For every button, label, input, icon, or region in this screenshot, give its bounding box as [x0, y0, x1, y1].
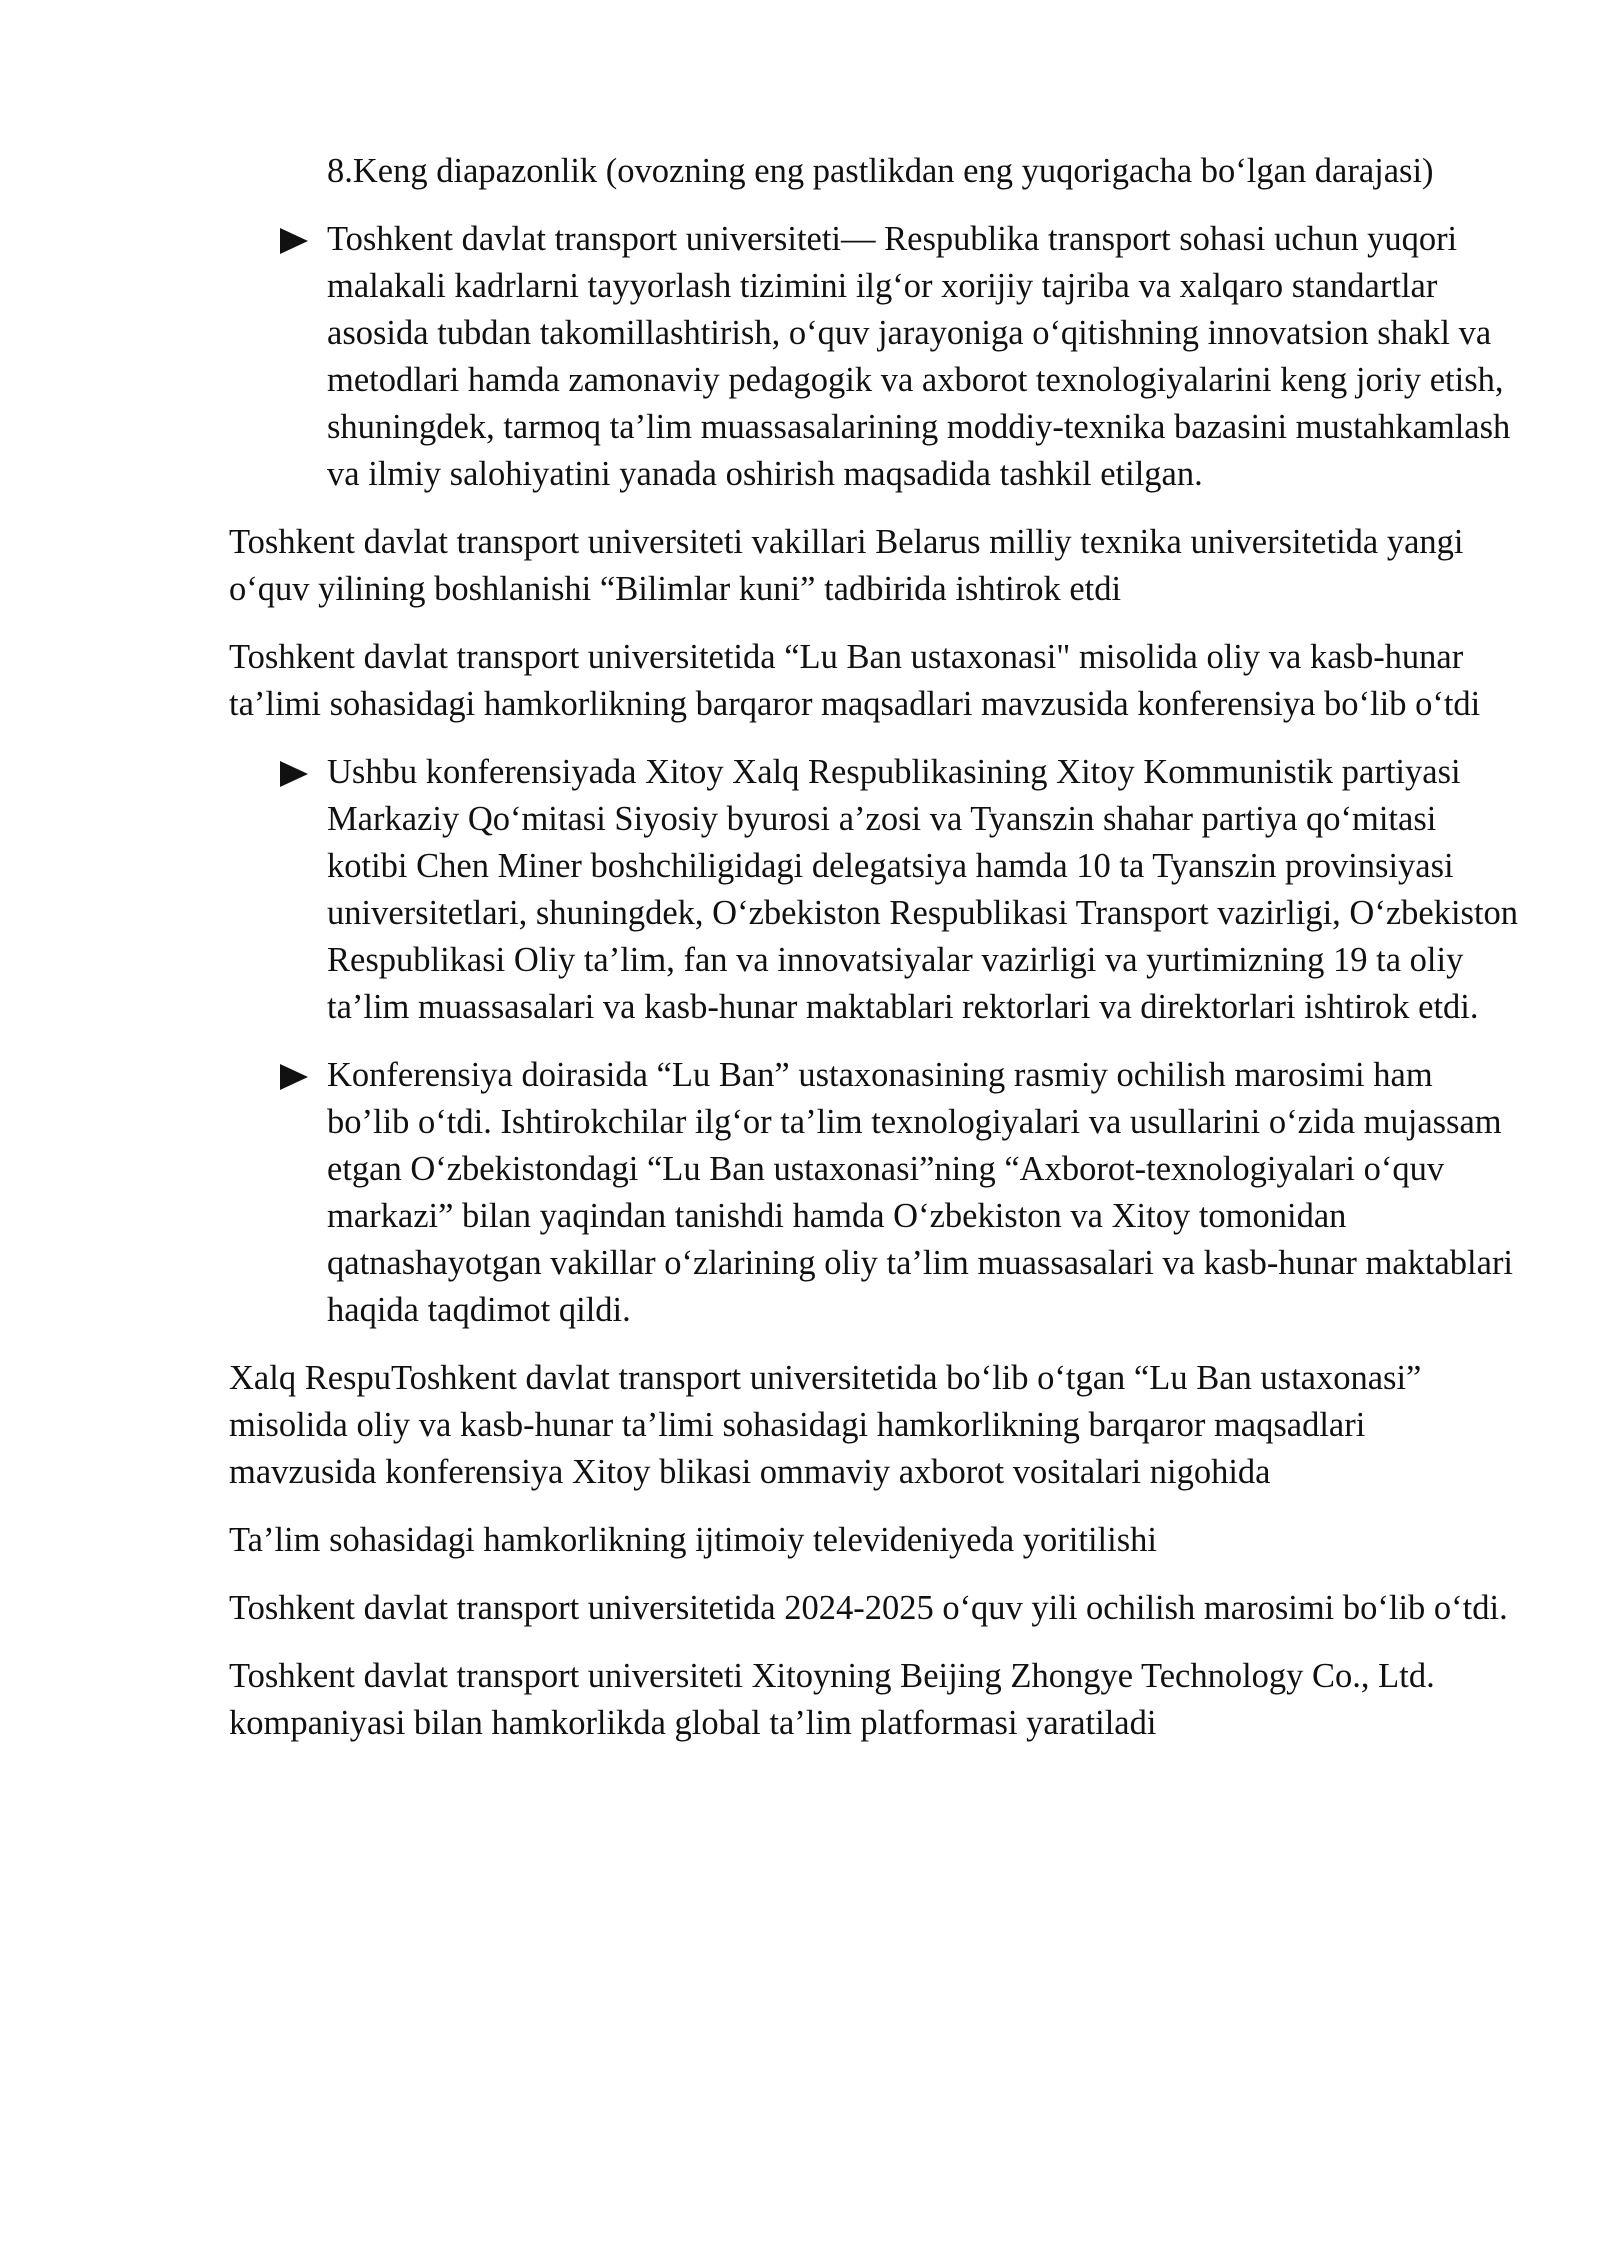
paragraph-text: 8.Keng diapazonlik (ovozning eng pastlikdan eng yuqorigacha bo‘lgan darajasi) — [327, 152, 1434, 190]
range-definition-paragraph — [229, 148, 1519, 195]
document-body — [229, 148, 1519, 1768]
paragraph-academic-year-opening — [229, 1585, 1519, 1632]
bullet-item-conference-participants — [229, 749, 1519, 1031]
triangle-bullet-icon — [280, 761, 308, 787]
triangle-bullet-icon — [280, 228, 308, 254]
paragraph-china-media — [229, 1355, 1519, 1496]
paragraph-text: Toshkent davlat transport universitetida 2024-2025 o‘quv yili ochilish marosimi bo‘lib o‘tdi. — [229, 1589, 1508, 1627]
paragraph-lu-ban-conference — [229, 634, 1519, 728]
paragraph-text: Toshkent davlat transport universitetida “Lu Ban ustaxonasi" misolida oliy va kasb-hunar ta’limi sohasidagi hamkorlikning barqaror maqsadlari mavzusida konferensiya bo‘lib o‘tdi — [229, 638, 1481, 723]
bullet-item-university-purpose — [229, 216, 1519, 498]
bullet-item-lu-ban-opening — [229, 1052, 1519, 1334]
bullet-text: Ushbu konferensiyada Xitoy Xalq Respublikasining Xitoy Kommunistik partiyasi Markaziy Qo‘mitasi Siyosiy byurosi a’zosi va Tyanszin shahar partiya qo‘mitasi kotibi Chen Miner boshchiligidagi delegatsiya hamda 10 ta Tyanszin provinsiyasi universitetlari, shuningdek, O‘zbekiston Respublikasi Transport vazirligi, O‘zbekiston Respublikasi Oliy ta’lim, fan va innovatsiyalar vazirligi va yurtimizning 19 ta oliy ta’lim muassasalari va kasb-hunar maktablari rektorlari va direktorlari ishtirok etdi. — [327, 753, 1519, 1026]
paragraph-belarus-event — [229, 519, 1519, 613]
triangle-bullet-icon — [280, 1064, 308, 1090]
bullet-text: Konferensiya doirasida “Lu Ban” ustaxonasining rasmiy ochilish marosimi ham bo’lib o‘tdi. Ishtirokchilar ilg‘or ta’lim texnologiyalari va usullarini o‘zida mujassam etgan O‘zbekistondagi “Lu Ban ustaxonasi”ning “Axborot-texnologiyalari o‘quv markazi” bilan yaqindan tanishdi hamda O‘zbekiston va Xitoy tomonidan qatnashayotgan vakillar o‘zlarining oliy ta’lim muassasalari va kasb-hunar maktablari haqida taqdimot qildi. — [327, 1056, 1514, 1329]
paragraph-social-tv — [229, 1517, 1519, 1564]
paragraph-text: Xalq ResрuToshkent davlat transport universitetida bo‘lib o‘tgan “Lu Ban ustaxonasi” misolida oliy va kasb-hunar ta’limi sohasidagi hamkorlikning barqaror maqsadlari mavzusida konferensiya Xitoy blikasi ommaviy axborot vositalari nigohida — [229, 1359, 1422, 1491]
bullet-text: Toshkent davlat transport universiteti— Respublika transport sohasi uchun yuqori malakali kadrlarni tayyorlash tizimini ilg‘or xorijiy tajriba va xalqaro standartlar asosida tubdan takomillashtirish, o‘quv jarayoniga o‘qitishning innovatsion shakl va metodlari hamda zamonaviy pedagogik va axborot texnologiyalarini keng joriy etish, shuningdek, tarmoq ta’lim muassasalarining moddiy-texnika bazasini mustahkamlash va ilmiy salohiyatini yanada oshirish maqsadida tashkil etilgan. — [327, 220, 1511, 493]
paragraph-text: Toshkent davlat transport universiteti Xitoyning Beijing Zhongye Technology Co., Ltd. kompaniyasi bilan hamkorlikda global ta’lim platformasi yaratiladi — [229, 1657, 1435, 1742]
paragraph-global-platform — [229, 1653, 1519, 1747]
paragraph-text: Ta’lim sohasidagi hamkorlikning ijtimoiy televideniyeda yoritilishi — [229, 1521, 1157, 1559]
paragraph-text: Toshkent davlat transport universiteti vakillari Belarus milliy texnika universitetida yangi o‘quv yilining boshlanishi “Bilimlar kuni” tadbirida ishtirok etdi — [229, 523, 1464, 608]
